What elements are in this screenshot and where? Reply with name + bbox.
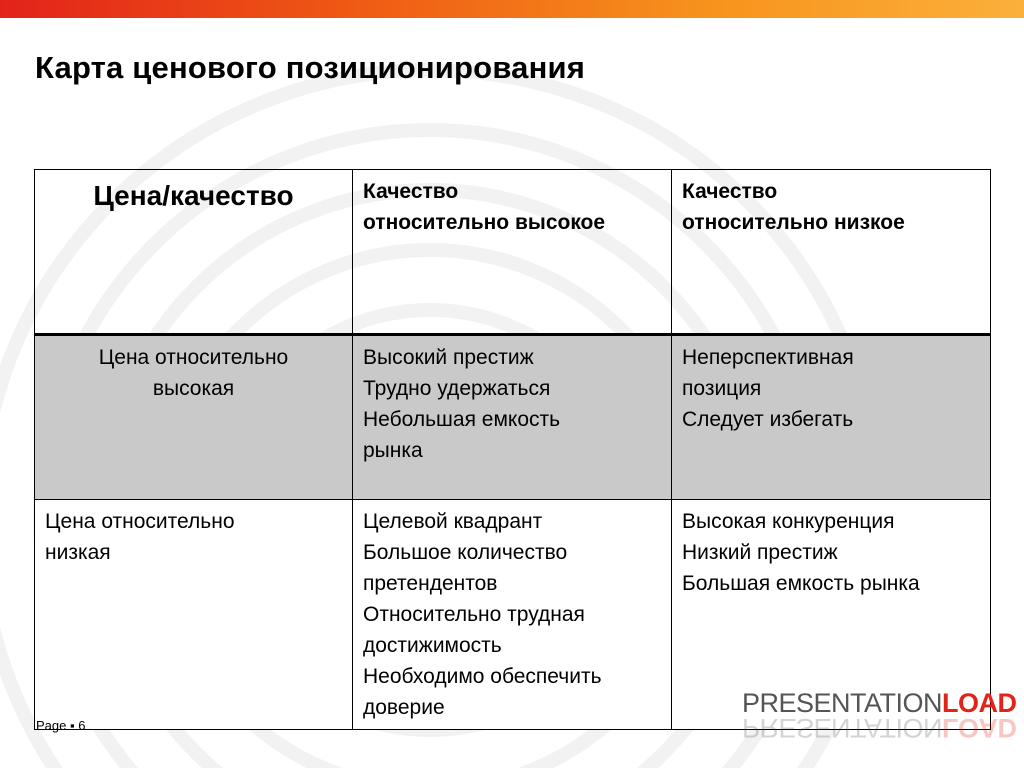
row-label-line: высокая bbox=[152, 377, 235, 400]
header-corner-label: Цена/качество bbox=[93, 180, 294, 211]
cell-line: Большое количество bbox=[363, 541, 568, 564]
cell-line: Большая емкость рынка bbox=[682, 572, 920, 595]
cell-line: Высокая конкуренция bbox=[682, 510, 895, 533]
logo-reflection-part2: LOAD bbox=[942, 713, 1017, 743]
cell-high-price-high-quality bbox=[353, 335, 672, 500]
page-number: Page ▪ 6 bbox=[36, 718, 86, 733]
cell-line: Неперспективная bbox=[682, 346, 854, 369]
row-label-high-price bbox=[35, 335, 353, 500]
row-label-low-price bbox=[35, 500, 353, 730]
cell-line: позиция bbox=[682, 377, 762, 400]
cell-line: Целевой квадрант bbox=[363, 510, 543, 533]
cell-line: Необходимо обеспечить bbox=[363, 665, 602, 688]
positioning-table bbox=[34, 169, 991, 730]
header-low-quality-cell bbox=[672, 170, 991, 335]
cell-line: Низкий престиж bbox=[682, 541, 838, 564]
row-label-line: Цена относительно bbox=[98, 346, 289, 369]
cell-low-price-high-quality bbox=[353, 500, 672, 730]
header-corner-cell bbox=[35, 170, 353, 335]
logo-reflection bbox=[742, 712, 1017, 743]
cell-line: Высокий престиж bbox=[363, 346, 534, 369]
slide-title: Карта ценового позиционирования bbox=[35, 50, 586, 85]
table-row-high-price bbox=[35, 335, 991, 500]
header-high-quality-line-2: относительно высокое bbox=[363, 211, 606, 234]
row-label-line: низкая bbox=[45, 541, 111, 564]
cell-line: доверие bbox=[363, 696, 445, 719]
logo-text-part2: LOAD bbox=[942, 688, 1017, 718]
header-high-quality-cell bbox=[353, 170, 672, 335]
logo-reflection-part1: PRESENTATION bbox=[742, 713, 943, 743]
logo-text-part1: PRESENTATION bbox=[742, 688, 943, 718]
table-header-row bbox=[35, 170, 991, 335]
cell-line: Следует избегать bbox=[682, 408, 854, 431]
header-low-quality-line-1: Качество bbox=[682, 180, 778, 203]
cell-line: претендентов bbox=[363, 572, 498, 595]
header-high-quality-line-1: Качество bbox=[363, 180, 459, 203]
header-low-quality-line-2: относительно низкое bbox=[682, 211, 905, 234]
cell-line: Относительно трудная bbox=[363, 603, 585, 626]
cell-line: достижимость bbox=[363, 634, 502, 657]
cell-high-price-low-quality bbox=[672, 335, 991, 500]
cell-line: рынка bbox=[363, 439, 423, 462]
cell-line: Трудно удержаться bbox=[363, 377, 551, 400]
cell-line: Небольшая емкость bbox=[363, 408, 561, 431]
row-label-line: Цена относительно bbox=[45, 510, 235, 533]
presentationload-logo bbox=[742, 688, 1017, 744]
